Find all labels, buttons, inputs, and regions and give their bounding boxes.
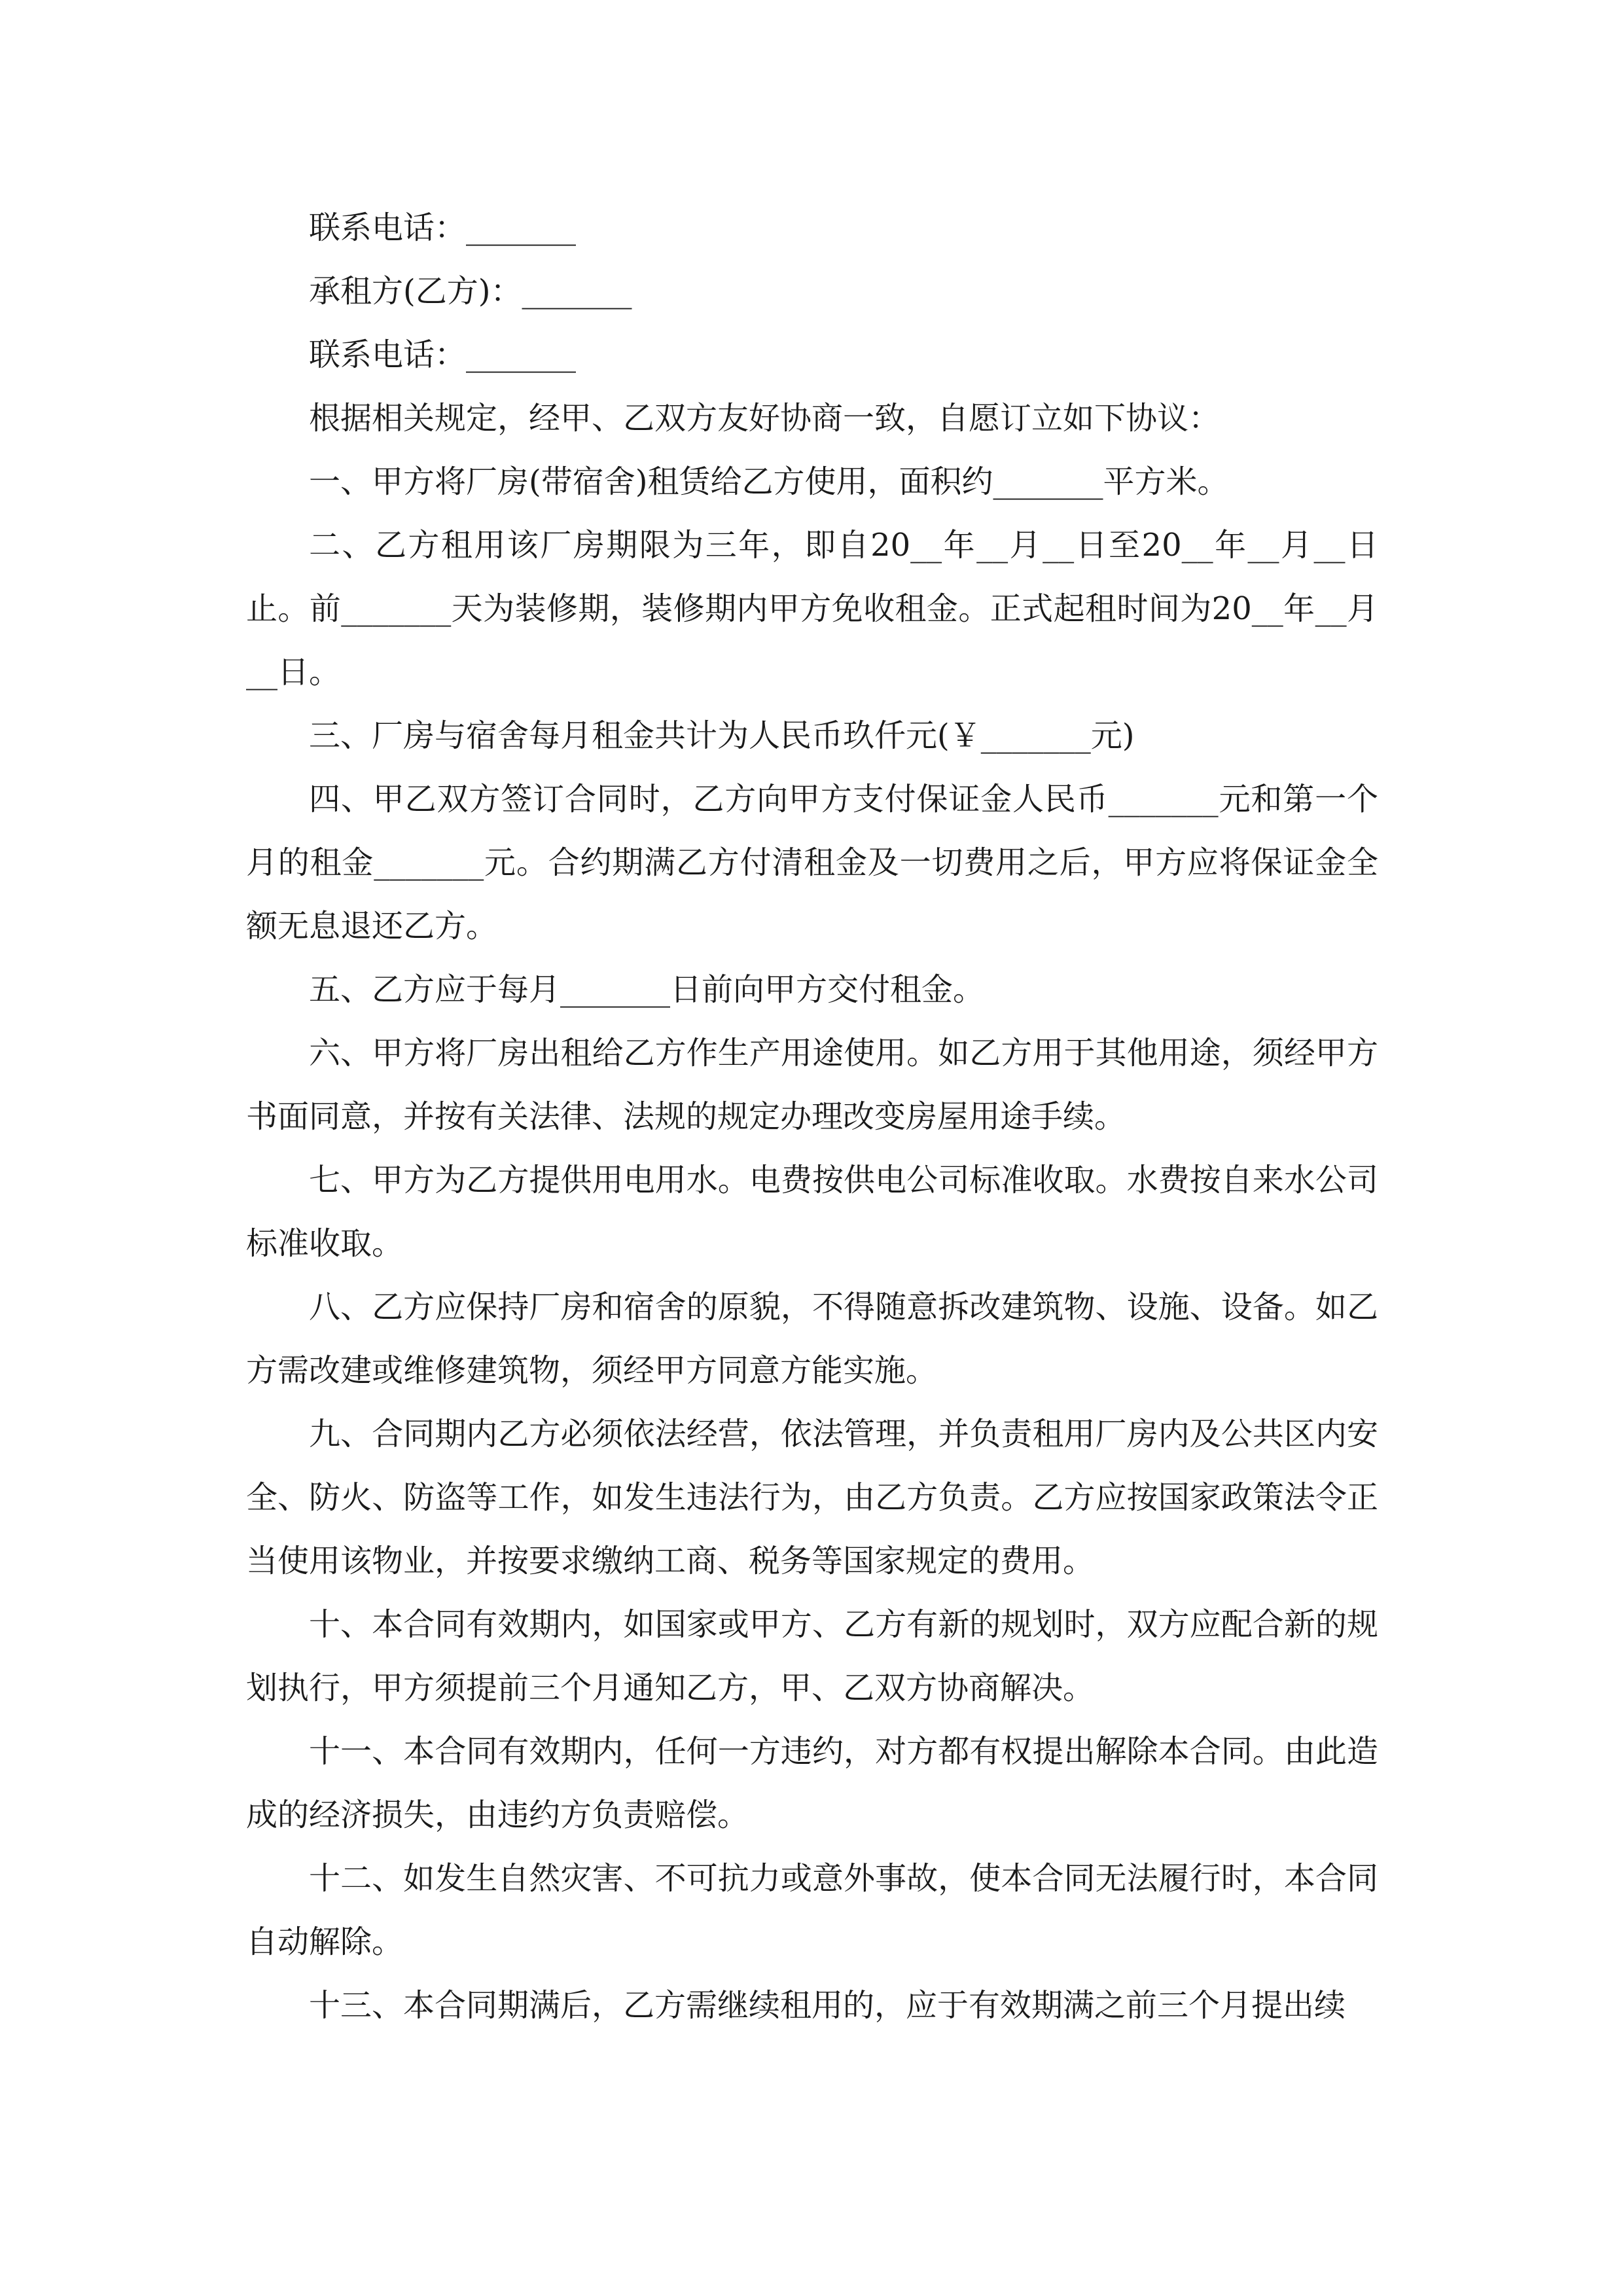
- clause-10: 十、本合同有效期内，如国家或甲方、乙方有新的规划时，双方应配合新的规划执行，甲方须提前三个月通知乙方，甲、乙双方协商解决。: [246, 1606, 1378, 1706]
- clause-12: 十二、如发生自然灾害、不可抗力或意外事故，使本合同无法履行时，本合同自动解除。: [246, 1860, 1378, 1960]
- clause-11: 十一、本合同有效期内，任何一方违约，对方都有权提出解除本合同。由此造成的经济损失，由违约方负责赔偿。: [246, 1733, 1378, 1833]
- clause-1: 一、甲方将厂房(带宿舍)租赁给乙方使用，面积约_______平方米。: [309, 463, 1229, 500]
- clause-5: 五、乙方应于每月_______日前向甲方交付租金。: [309, 971, 985, 1008]
- contract-body: [246, 196, 1378, 2037]
- clause-8: 八、乙方应保持厂房和宿舍的原貌，不得随意拆改建筑物、设施、设备。如乙方需改建或维修建筑物，须经甲方同意方能实施。: [246, 1289, 1378, 1389]
- preamble: 根据相关规定，经甲、乙双方友好协商一致，自愿订立如下协议：: [309, 400, 1221, 437]
- clause-7: 七、甲方为乙方提供用电用水。电费按供电公司标准收取。水费按自来水公司标准收取。: [246, 1162, 1378, 1262]
- clause-13: 十三、本合同期满后，乙方需继续租用的，应于有效期满之前三个月提出续: [309, 1987, 1346, 2024]
- tenant-line: 承租方(乙方)：_______: [309, 273, 632, 310]
- clause-4: 四、甲乙双方签订合同时，乙方向甲方支付保证金人民币_______元和第一个月的租金_______元。合约期满乙方付清租金及一切费用之后，甲方应将保证金全额无息退还乙方。: [246, 781, 1378, 944]
- clause-9: 九、合同期内乙方必须依法经营，依法管理，并负责租用厂房内及公共区内安全、防火、防盗等工作，如发生违法行为，由乙方负责。乙方应按国家政策法令正当使用该物业，并按要求缴纳工商、税务等国家规定的费用。: [246, 1416, 1378, 1579]
- tenant-phone-line: 联系电话：_______: [309, 336, 577, 373]
- clause-2: 二、乙方租用该厂房期限为三年，即自20__年__月__日至20__年__月__日止。前_______天为装修期，装修期内甲方免收租金。正式起租时间为20__年__月__日。: [246, 527, 1378, 691]
- clause-3: 三、厂房与宿舍每月租金共计为人民币玖仟元(￥_______元): [309, 717, 1135, 754]
- clause-6: 六、甲方将厂房出租给乙方作生产用途使用。如乙方用于其他用途，须经甲方书面同意，并按有关法律、法规的规定办理改变房屋用途手续。: [246, 1035, 1378, 1135]
- landlord-phone-line: 联系电话：_______: [309, 209, 577, 246]
